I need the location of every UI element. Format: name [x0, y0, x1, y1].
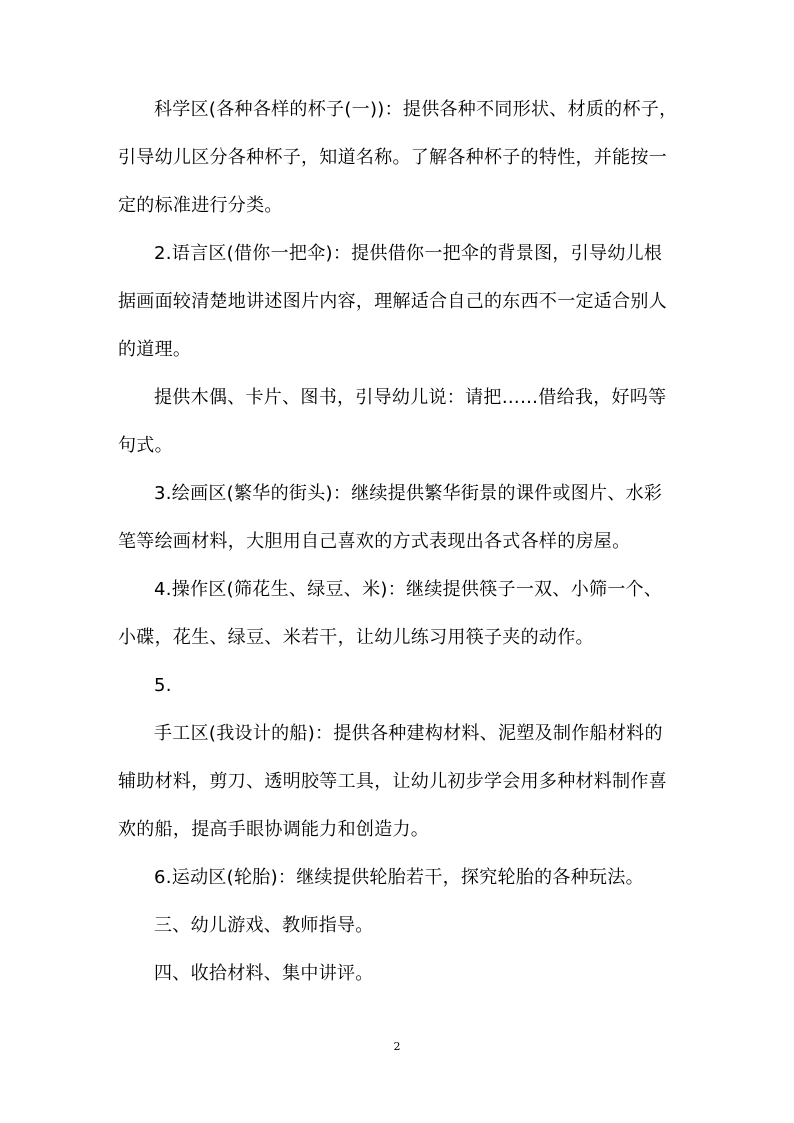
paragraph-section-three: 三、幼儿游戏、教师指导。 — [154, 915, 374, 936]
paragraph-operation-area: 4.操作区(筛花生、绿豆、米)：继续提供筷子一双、小筛一个、小碟，花生、绿豆、米若干，让幼儿练习用筷子夹的动作。 — [118, 579, 663, 648]
paragraph-sports-area: 6.运动区(轮胎)：继续提供轮胎若干，探究轮胎的各种玩法。 — [154, 867, 644, 888]
paragraph-handcraft-area: 手工区(我设计的船)：提供各种建构材料、泥塑及制作船材料的辅助材料，剪刀、透明胶等工具，让幼儿初步学会用多种材料制作喜欢的船，提高手眼协调能力和创造力。 — [118, 723, 667, 840]
paragraph-item-number-5: 5. — [154, 675, 172, 696]
paragraph-props-prompt: 提供木偶、卡片、图书，引导幼儿说：请把……借给我，好吗等句式。 — [118, 387, 667, 456]
page-number: 2 — [393, 1040, 401, 1053]
paragraph-drawing-area: 3.绘画区(繁华的街头)：继续提供繁华街景的课件或图片、水彩笔等绘画材料，大胆用自己喜欢的方式表现出各式各样的房屋。 — [118, 483, 663, 552]
paragraph-section-four: 四、收拾材料、集中讲评。 — [154, 963, 374, 984]
paragraph-science-area: 科学区(各种各样的杯子(一))：提供各种不同形状、材质的杯子，引导幼儿区分各种杯子，知道名称。了解各种杯子的特性，并能按一定的标准进行分类。 — [118, 99, 678, 216]
paragraph-language-area: 2.语言区(借你一把伞)：提供借你一把伞的背景图，引导幼儿根据画面较清楚地讲述图片内容，理解适合自己的东西不一定适合别人的道理。 — [118, 243, 667, 360]
